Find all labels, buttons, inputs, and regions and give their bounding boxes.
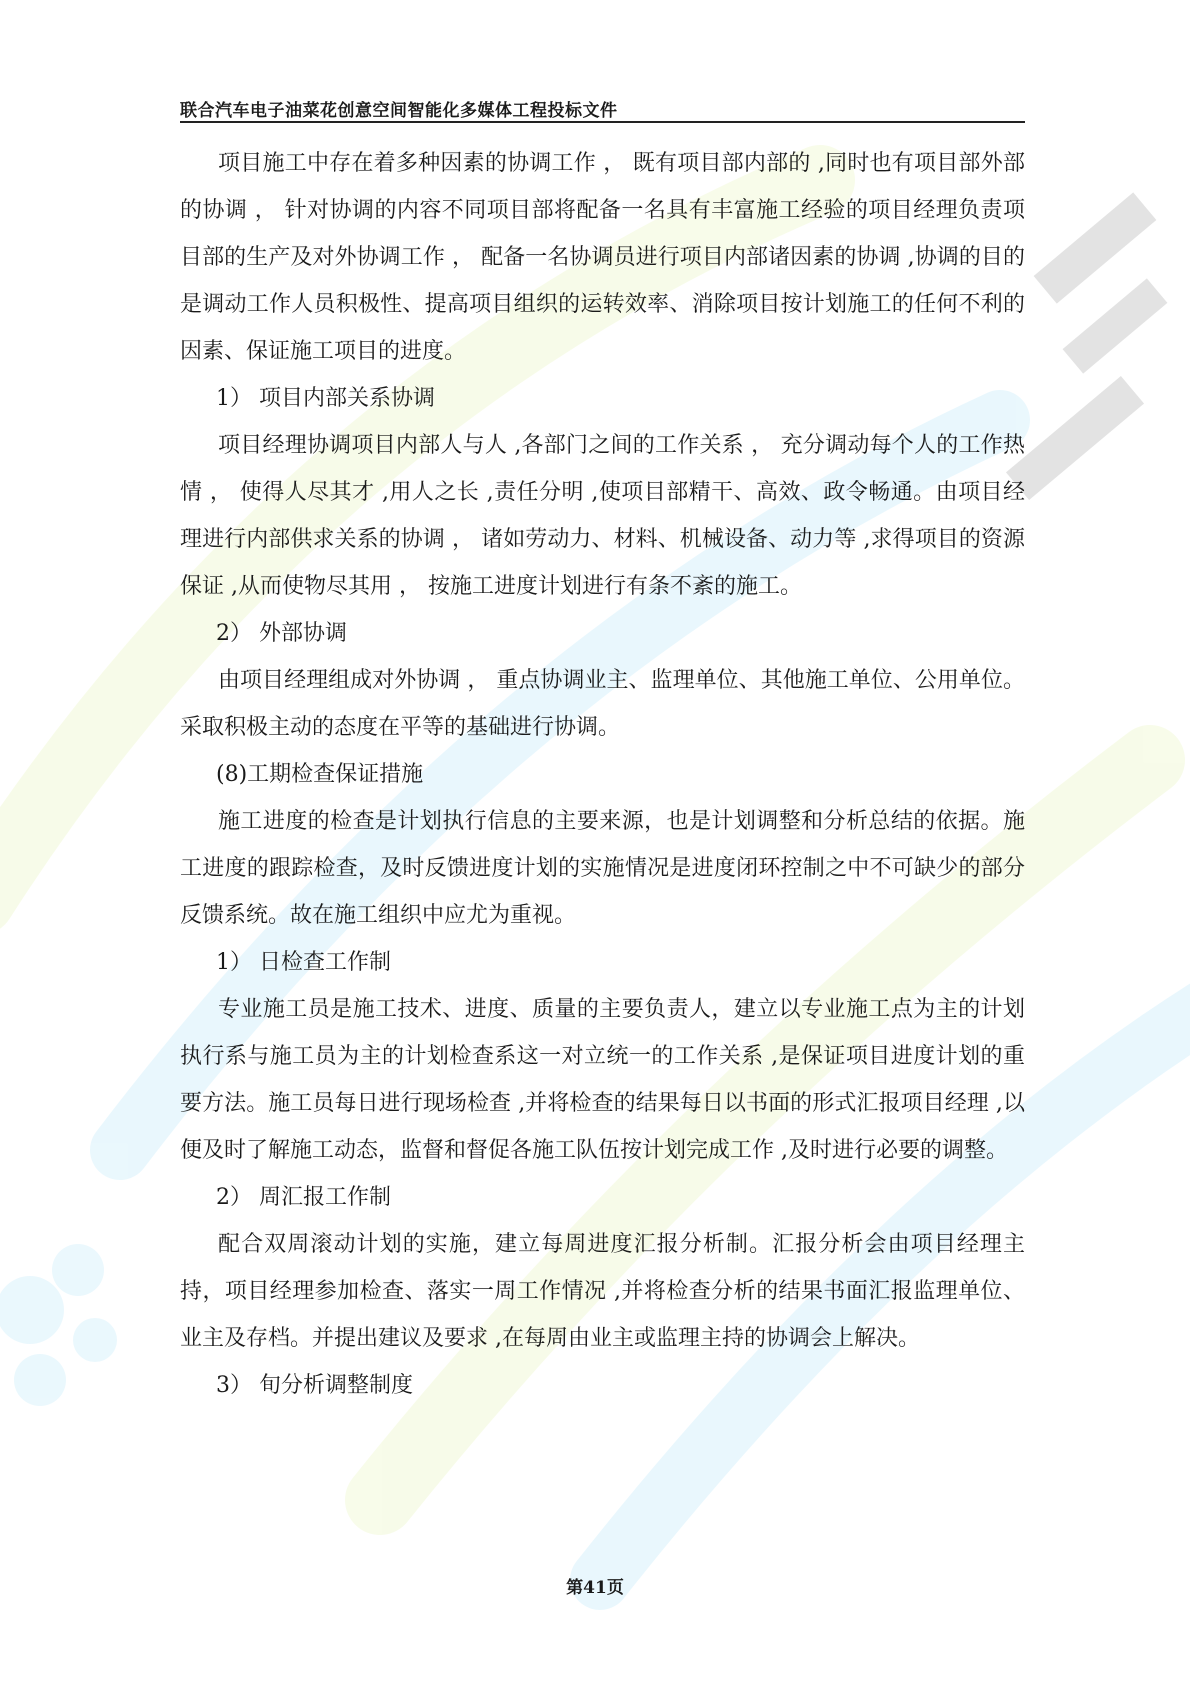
subheading-daily-check: 1） 日检查工作制 bbox=[216, 950, 391, 975]
page-number: 第41页 bbox=[566, 1578, 624, 1598]
document-header: 联合汽车电子油菜花创意空间智能化多媒体工程投标文件 bbox=[180, 101, 618, 121]
paragraph-external-coordination: 由项目经理组成对外协调 ， 重点协调业主、监理单位、其他施工单位、公用单位。采取积极主动的态度在平等的基础进行协调。 bbox=[180, 668, 1025, 740]
section-heading-schedule-check: (8)工期检查保证措施 bbox=[216, 762, 424, 787]
paragraph-intro: 项目施工中存在着多种因素的协调工作 ， 既有项目部内部的 ,同时也有项目部外部的协调 ， 针对协调的内容不同项目部将配备一名具有丰富施工经验的项目经理负责项目部的生产及对外协调工作 ， 配备一名协调员进行项目内部诸因素的协调 ,协调的目的是调动工作人员积极性、提高项目组织的运转效率、消除项目按计划施工的任何不利的因素、保证施工项目的进度。 bbox=[180, 151, 1025, 364]
paragraph-weekly-report: 配合双周滚动计划的实施，建立每周进度汇报分析制。汇报分析会由项目经理主持，项目经理参加检查、落实一周工作情况 ,并将检查分析的结果书面汇报监理单位、业主及存档。并提出建议及要求 ,在每周由业主或监理主持的协调会上解决。 bbox=[180, 1232, 1025, 1351]
subheading-internal-coordination: 1） 项目内部关系协调 bbox=[216, 386, 435, 411]
document-body bbox=[180, 140, 1025, 1409]
subheading-ten-day-analysis: 3） 旬分析调整制度 bbox=[216, 1373, 413, 1398]
paragraph-daily-check: 专业施工员是施工技术、进度、质量的主要负责人，建立以专业施工点为主的计划执行系与施工员为主的计划检查系这一对立统一的工作关系 ,是保证项目进度计划的重要方法。施工员每日进行现场检查 ,并将检查的结果每日以书面的形式汇报项目经理 ,以便及时了解施工动态，监督和督促各施工队伍按计划完成工作 ,及时进行必要的调整。 bbox=[180, 997, 1025, 1163]
paragraph-internal-coordination: 项目经理协调项目内部人与人 ,各部门之间的工作关系 ， 充分调动每个人的工作热情 ， 使得人尽其才 ,用人之长 ,责任分明 ,使项目部精干、高效、政令畅通。由项目经理进行内部供求关系的协调 ， 诸如劳动力、材料、机械设备、动力等 ,求得项目的资源保证 ,从而使物尽其用 ， 按施工进度计划进行有条不紊的施工。 bbox=[180, 433, 1025, 599]
subheading-weekly-report: 2） 周汇报工作制 bbox=[216, 1185, 391, 1210]
header-divider bbox=[180, 121, 1025, 123]
subheading-external-coordination: 2） 外部协调 bbox=[216, 621, 347, 646]
watermark-logo-mark bbox=[1006, 192, 1167, 500]
paragraph-schedule-check: 施工进度的检查是计划执行信息的主要来源，也是计划调整和分析总结的依据。施工进度的跟踪检查，及时反馈进度计划的实施情况是进度闭环控制之中不可缺少的部分反馈系统。故在施工组织中应尤为重视。 bbox=[180, 809, 1025, 928]
